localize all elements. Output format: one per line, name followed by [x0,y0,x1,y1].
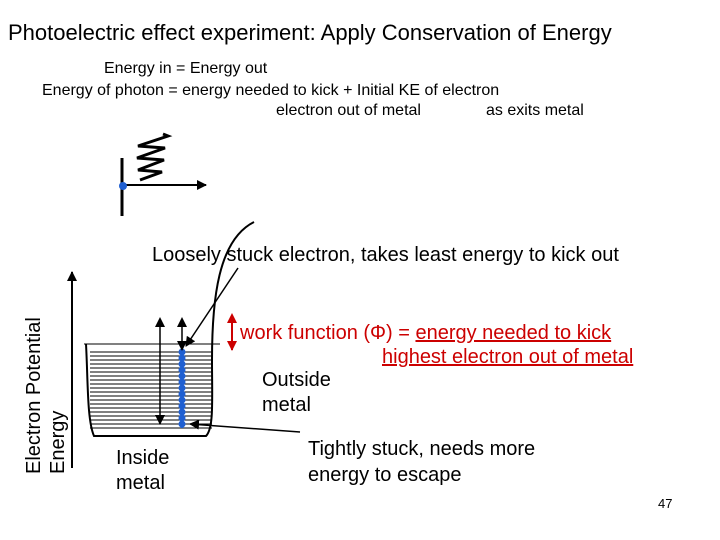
photon-wave [137,134,168,180]
electron-dot [179,355,186,362]
page-title: Photoelectric effect experiment: Apply Conservation of Energy [8,20,612,45]
y-axis-label [22,317,70,474]
electron-dot [179,367,186,374]
work-function-label [240,322,611,345]
equation-line-2: Energy of photon = energy needed to kick + Initial KE of electron [42,82,500,99]
outside-metal-label: Outside metal [262,369,331,416]
electron-dot [119,182,127,190]
electron-dot [179,385,186,392]
equation-line-1: Energy in = Energy out [104,60,268,77]
loose-electron-label: Loosely stuck electron, takes least energy to kick out [152,244,619,266]
work-function-line2: highest electron out of metal [382,346,634,368]
equation-line-3b: as exits metal [486,102,584,119]
electron-column [179,349,186,429]
work-function-prefix: work function (Φ) = [240,322,416,344]
electron-dot [179,409,186,416]
electron-dot [179,415,186,422]
electron-dot [179,391,186,398]
electron-dot [179,361,186,368]
photon-icon [119,134,206,216]
equation-line-3a: electron out of metal [276,102,421,119]
tight-electron-label: Tightly stuck, needs more energy to escape [308,438,536,486]
electron-dot [179,403,186,410]
work-function-definition: energy needed to kick [415,322,612,344]
electron-dot [179,397,186,404]
electron-dot [179,379,186,386]
y-axis-label-line2: Energy [47,410,69,474]
electron-dot [179,373,186,380]
page-number: 47 [658,496,673,511]
inside-metal-label: Inside metal [116,447,170,494]
electron-dot [179,421,186,428]
y-axis-label-line1: Electron Potential [23,317,45,474]
